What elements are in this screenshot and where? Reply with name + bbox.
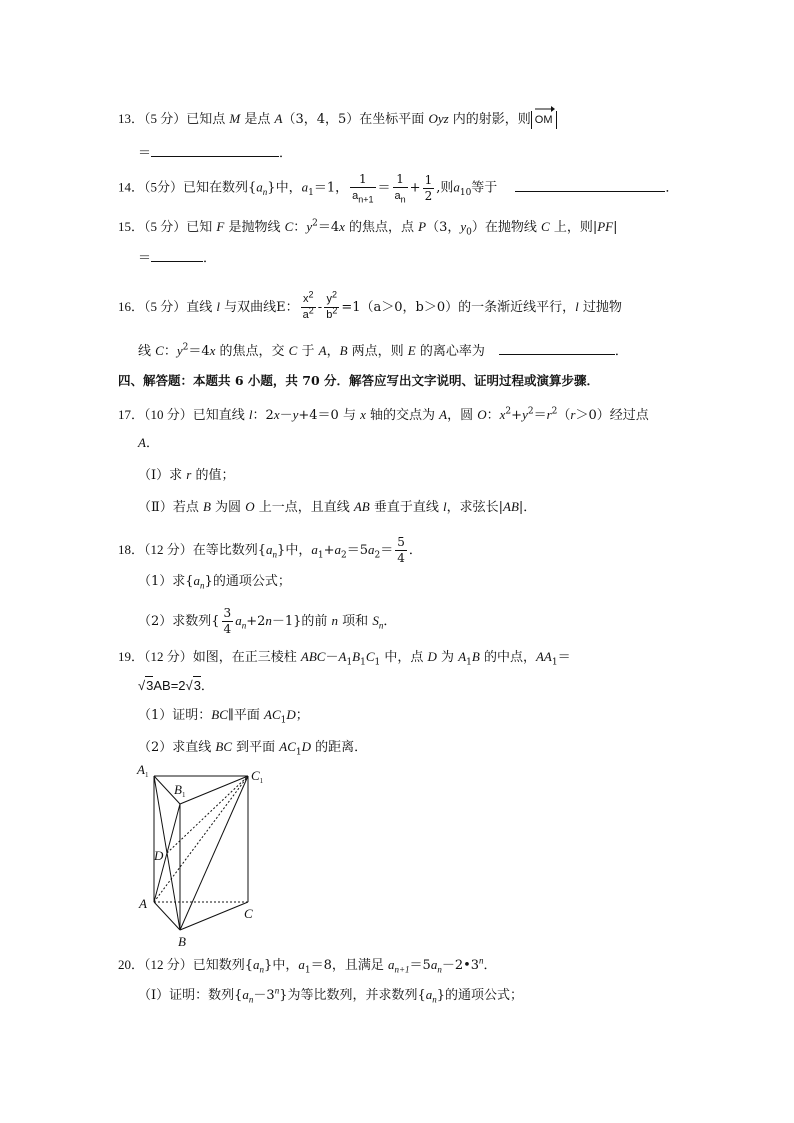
fraction-1-over-2: $\frac{1}{2}$	[424, 172, 433, 203]
q17-part1: （Ⅰ）求 r 的值；	[138, 467, 235, 483]
label-b: B	[178, 934, 186, 949]
q13-number: 13．（5 分）	[118, 111, 187, 126]
q14-number: 14．（5分）	[118, 179, 184, 195]
q18-line1: 18．（12 分）在等比数列$\{a_n\}$中，$a_1+a_2=5a_2=$ $\frac{5}{4}$ ．	[118, 535, 422, 565]
q16-number: 16．（5 分）	[118, 299, 187, 314]
q13-line2: ＝ ．	[138, 146, 293, 161]
q19-line2: √3AB=2√3．	[138, 678, 214, 693]
vector-arrow-icon	[535, 106, 555, 112]
q18-number: 18．（12 分）	[118, 542, 193, 557]
q18-part1: （1）求$\{a_n\}$的通项公式；	[138, 573, 291, 591]
sqrt-symbol-icon: √	[185, 678, 193, 693]
q17-part2: （Ⅱ）若点 B 为圆 O 上一点，且直线 AB 垂直于直线 l，求弦长|AB|．	[138, 499, 537, 515]
fraction-1-over-an: $\frac{1}{a_n}$	[394, 172, 406, 205]
q17-line1: 17．（10 分）已知直线 l：2x－y+4＝0 与 x 轴的交点为 A，圆 O：$x^2+y^2=r^2(r>0)$经过点	[118, 406, 649, 423]
fraction-x2-over-a2: $\frac{x^2}{a^2}$	[302, 289, 314, 321]
q17-line2: A．	[138, 435, 159, 451]
q20-line1: 20．（12 分）已知数列$\{a_n\}$中，$a_1=8$，且满足 $a_{n+1}=5a_n-2•3^n$．	[118, 955, 497, 976]
q15-answer-blank[interactable]	[151, 249, 203, 262]
q15-number: 15．（5 分）	[118, 219, 187, 234]
q14-answer-blank[interactable]	[515, 179, 665, 192]
prism-figure	[132, 760, 282, 952]
fraction-5-over-4: $\frac{5}{4}$	[397, 535, 405, 565]
fraction-3-over-4: $\frac{3}{4}$	[223, 606, 232, 636]
sqrt-symbol-icon: √	[138, 678, 146, 693]
label-a1: $A_1$	[137, 762, 149, 779]
q15-line1: 15．（5 分）已知 F 是抛物线 C：$y^2=4x$ 的焦点，点 P（3，$y_0$）在抛物线 C 上，则|PF|	[118, 218, 618, 238]
fraction-y2-over-b2: $\frac{y^2}{b^2}$	[326, 289, 338, 321]
fraction-1-over-an1: $\frac{1}{a_{n+1}}$	[352, 172, 374, 205]
label-a: A	[139, 896, 147, 911]
label-b1: $B_1$	[174, 782, 186, 799]
q20-number: 20．（12 分）	[118, 957, 193, 972]
label-d: D	[154, 848, 164, 863]
q15-line2: ＝ ．	[138, 251, 217, 266]
label-c: C	[244, 906, 253, 921]
q13-answer-blank[interactable]	[151, 144, 279, 157]
section-heading: 四、解答题：本题共 6 小题，共 70 分．解答应写出文字说明、证明过程或演算步骤．	[118, 373, 600, 388]
label-c1: $C_1$	[251, 768, 264, 785]
q19-line1: 19．（12 分）如图，在正三棱柱 $ABC-A_1B_1C_1$ 中，点 D 为 $A_1B$ 的中点，$AA_1=$	[118, 649, 571, 668]
q13-line1: 13．（5 分）已知点 M 是点 A（3，4，5）在坐标平面 Oyz 内的射影，则 OM	[118, 110, 557, 129]
q19-part2: （2）求直线 BC 到平面 $AC_1D$ 的距离．	[138, 739, 368, 758]
q19-number: 19．（12 分）	[118, 649, 193, 664]
q14-line: 14．（5分）已知在数列$\{a_n\}$中，$a_1=1$， $\frac{1}{a_{n+1}}$ ＝ $\frac{1}{a_n}$ + $\frac{1}{2}$ ,则$a_{10}$等于 ．	[118, 172, 679, 205]
q17-number: 17．（10 分）	[118, 407, 193, 422]
q16-answer-blank[interactable]	[499, 342, 615, 355]
q18-part2: （2）求数列{ $\frac{3}{4}$ $a_n+2n-1$}的前 n 项和 $S_n$．	[138, 606, 397, 636]
q20-part1: （Ⅰ）证明：数列$\{a_n-3^n\}$为等比数列，并求数列$\{a_n\}$的通项公式；	[138, 985, 524, 1005]
q19-part1: （1）证明：BC∥平面 $AC_1D$；	[138, 707, 309, 726]
q16-line2: 线 C：$y^2=4x$ 的焦点，交 C 于 A，B 两点，则 E 的离心率为 ．	[138, 342, 628, 359]
q16-line1: 16．（5 分）直线 l 与双曲线E： $\frac{x^2}{a^2}$ - $\frac{y^2}{b^2}$ =1（a＞0，b＞0）的一条渐近线平行，l 过抛物	[118, 289, 622, 321]
vector-om: OM	[531, 111, 557, 129]
